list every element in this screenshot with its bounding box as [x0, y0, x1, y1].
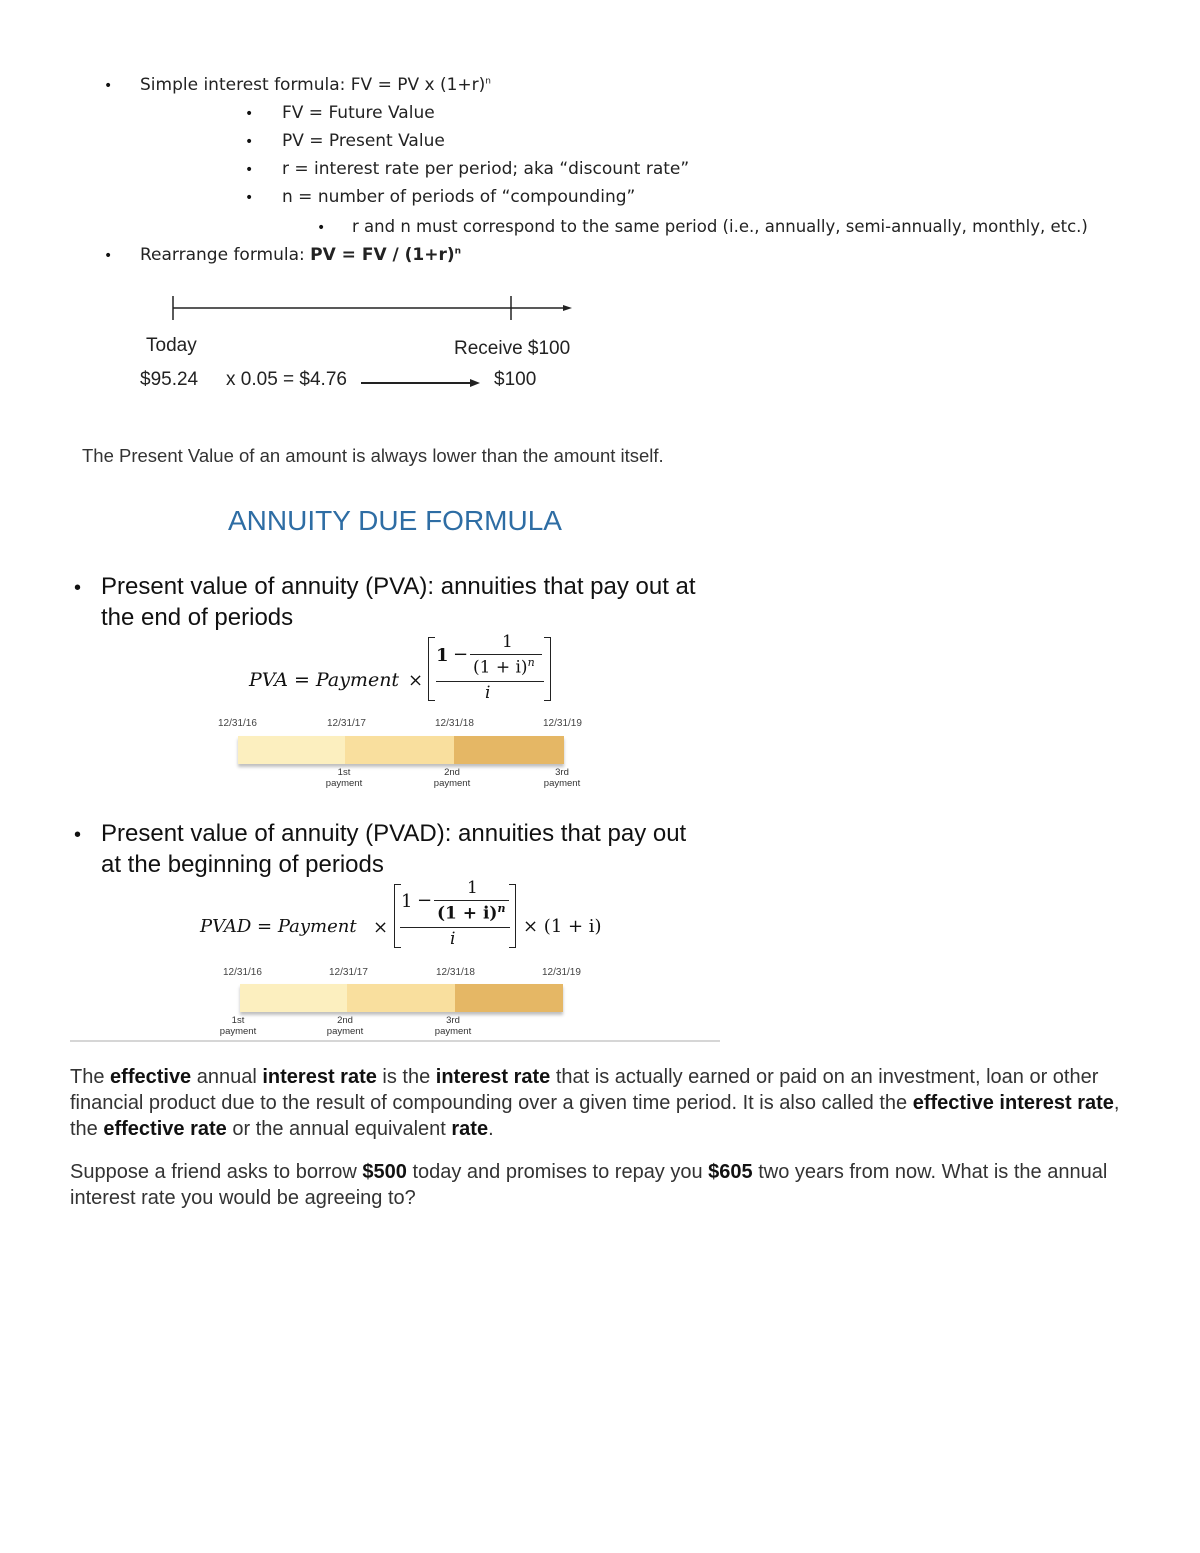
bullet-dot: • [104, 78, 113, 94]
bold-run: effective rate [103, 1118, 227, 1140]
pvad-date: 12/31/17 [329, 967, 368, 978]
pva-outer-fraction-bar [436, 681, 544, 682]
pvad-payment-3 [423, 1015, 483, 1037]
borrow-question-paragraph [70, 1159, 1132, 1211]
exponent-n: n [485, 76, 491, 87]
annuity-heading: ANNUITY DUE FORMULA [228, 505, 562, 536]
pvad-date: 12/31/16 [223, 967, 262, 978]
rearrange-label: Rearrange formula: [140, 245, 311, 265]
bold-run: effective [110, 1066, 192, 1088]
pvad-times: × [373, 917, 389, 938]
pvad-bar-segment-1 [240, 984, 347, 1012]
bullet-dot: • [74, 577, 82, 599]
text-run: is the [376, 1066, 436, 1088]
payment-ordinal: 3rd [555, 767, 569, 778]
pv-amount: $95.24 [140, 369, 199, 390]
payment-word: payment [434, 1026, 472, 1037]
payment-word: payment [325, 778, 363, 789]
pva-date: 12/31/19 [543, 718, 582, 729]
text-run: annual [191, 1066, 263, 1088]
pv-statement: The Present Value of an amount is always lower than the amount itself. [82, 445, 664, 466]
pvad-bar-segment-3 [455, 984, 563, 1012]
section-divider [70, 1040, 720, 1042]
effective-rate-paragraph [70, 1064, 1132, 1142]
pvad-text-line1: Present value of annuity (PVAD): annuities that pay out [101, 820, 687, 847]
pv-definition: PV = Present Value [282, 131, 445, 151]
pvad-date: 12/31/19 [542, 967, 581, 978]
pvad-inner-fraction-bar [434, 900, 509, 901]
pva-den-base: (1 + i) [473, 657, 528, 678]
pva-bracket-right [544, 637, 551, 701]
payment-word: payment [543, 778, 581, 789]
payment-word: payment [433, 778, 471, 789]
pva-text-line1: Present value of annuity (PVA): annuities that pay out at [101, 573, 696, 600]
text-run: The [70, 1066, 111, 1088]
bullet-dot: • [245, 134, 254, 150]
growth-arrowhead [470, 379, 480, 387]
pva-lhs: PVA = Payment [249, 669, 400, 691]
bold-run: interest rate [262, 1066, 377, 1088]
text-run: today and promises to repay you [406, 1161, 709, 1183]
pva-payment-2 [422, 767, 482, 789]
pva-i: i [485, 683, 491, 703]
bold-run: interest rate [435, 1066, 551, 1088]
pva-inner-fraction-bar [470, 654, 542, 655]
interest-calc: x 0.05 = $4.76 [226, 369, 347, 390]
receive-label: Receive $100 [454, 338, 571, 359]
bullet-dot: • [317, 220, 326, 236]
simple-interest-text: Simple interest formula: FV = PV x (1+r) [140, 75, 486, 95]
payment-word: payment [326, 1026, 364, 1037]
today-label: Today [146, 335, 197, 356]
pvad-tail: × (1 + i) [523, 916, 602, 937]
text-run: two years from now. What is the annual interest rate you would be agreeing to? [70, 1161, 1108, 1209]
bullet-dot: • [245, 162, 254, 178]
bold-run: $605 [708, 1161, 753, 1183]
pva-payment-1 [314, 767, 374, 789]
payment-ordinal: 1st [337, 767, 351, 778]
pva-one: 1 [436, 645, 449, 666]
pva-den-exp: n [527, 656, 535, 669]
payment-ordinal: 2nd [337, 1015, 353, 1026]
pva-minus: − [453, 644, 469, 665]
exponent-n: n [454, 246, 462, 257]
pvad-lhs: PVAD = Payment [200, 916, 357, 937]
pva-bar [238, 736, 564, 764]
pvad-num: 1 [467, 878, 478, 898]
payment-ordinal: 2nd [444, 767, 460, 778]
pvad-bracket-right [509, 884, 516, 948]
pva-times: × [408, 670, 424, 691]
pva-den [473, 656, 535, 678]
bullet-dot: • [104, 248, 113, 264]
n-definition: n = number of periods of “compounding” [282, 187, 636, 207]
pva-date: 12/31/18 [435, 718, 474, 729]
bullet-dot: • [74, 824, 82, 846]
pvad-bar [240, 984, 563, 1012]
pvad-text-line2: at the beginning of periods [101, 851, 384, 878]
text-run: that is actually earned or paid on an investment, loan or other financial product due to the result of compounding over a given time period. It is also called the [70, 1066, 1099, 1114]
fv-amount: $100 [494, 369, 537, 390]
rearrange-formula: PV = FV / (1+r) [310, 245, 455, 265]
pvad-one: 1 [401, 891, 413, 912]
text-run: Suppose a friend asks to borrow [70, 1161, 363, 1183]
pvad-date: 12/31/18 [436, 967, 475, 978]
text-run: . [488, 1118, 494, 1140]
bold-run: $500 [362, 1161, 407, 1183]
pva-text-line2: the end of periods [101, 604, 294, 631]
bold-run: effective interest rate [912, 1092, 1114, 1114]
payment-word: payment [219, 1026, 257, 1037]
pvad-minus: − [417, 890, 433, 911]
pva-date: 12/31/16 [218, 718, 257, 729]
pva-bar-segment-1 [238, 736, 345, 764]
pvad-den-base: (1 + i) [437, 903, 498, 924]
pvad-den [437, 902, 505, 924]
pvad-bar-segment-2 [347, 984, 455, 1012]
same-period-note: r and n must correspond to the same period (i.e., annually, semi-annually, monthly, etc.) [352, 217, 1088, 236]
pva-bar-segment-2 [345, 736, 454, 764]
text-run: or the annual equivalent [226, 1118, 452, 1140]
pva-date: 12/31/17 [327, 718, 366, 729]
pva-num: 1 [502, 632, 513, 652]
pva-bracket-left [428, 637, 435, 701]
pvad-i: i [450, 929, 456, 949]
r-definition: r = interest rate per period; aka “discount rate” [282, 159, 690, 179]
pvad-den-exp: n [497, 902, 506, 915]
text-run: , the [70, 1092, 1120, 1140]
payment-ordinal: 1st [231, 1015, 245, 1026]
pvad-payment-1 [208, 1015, 268, 1037]
pvad-payment-2 [315, 1015, 375, 1037]
fv-definition: FV = Future Value [282, 103, 435, 123]
pvad-bracket-left [394, 884, 401, 948]
bold-run: rate [451, 1118, 489, 1140]
bullet-dot: • [245, 106, 254, 122]
pva-bar-segment-3 [454, 736, 564, 764]
timeline-arrowhead [563, 305, 572, 311]
pvad-outer-fraction-bar [400, 927, 510, 928]
pva-payment-3 [532, 767, 592, 789]
pv-timeline [0, 0, 1200, 420]
payment-ordinal: 3rd [446, 1015, 460, 1026]
bullet-dot: • [245, 190, 254, 206]
